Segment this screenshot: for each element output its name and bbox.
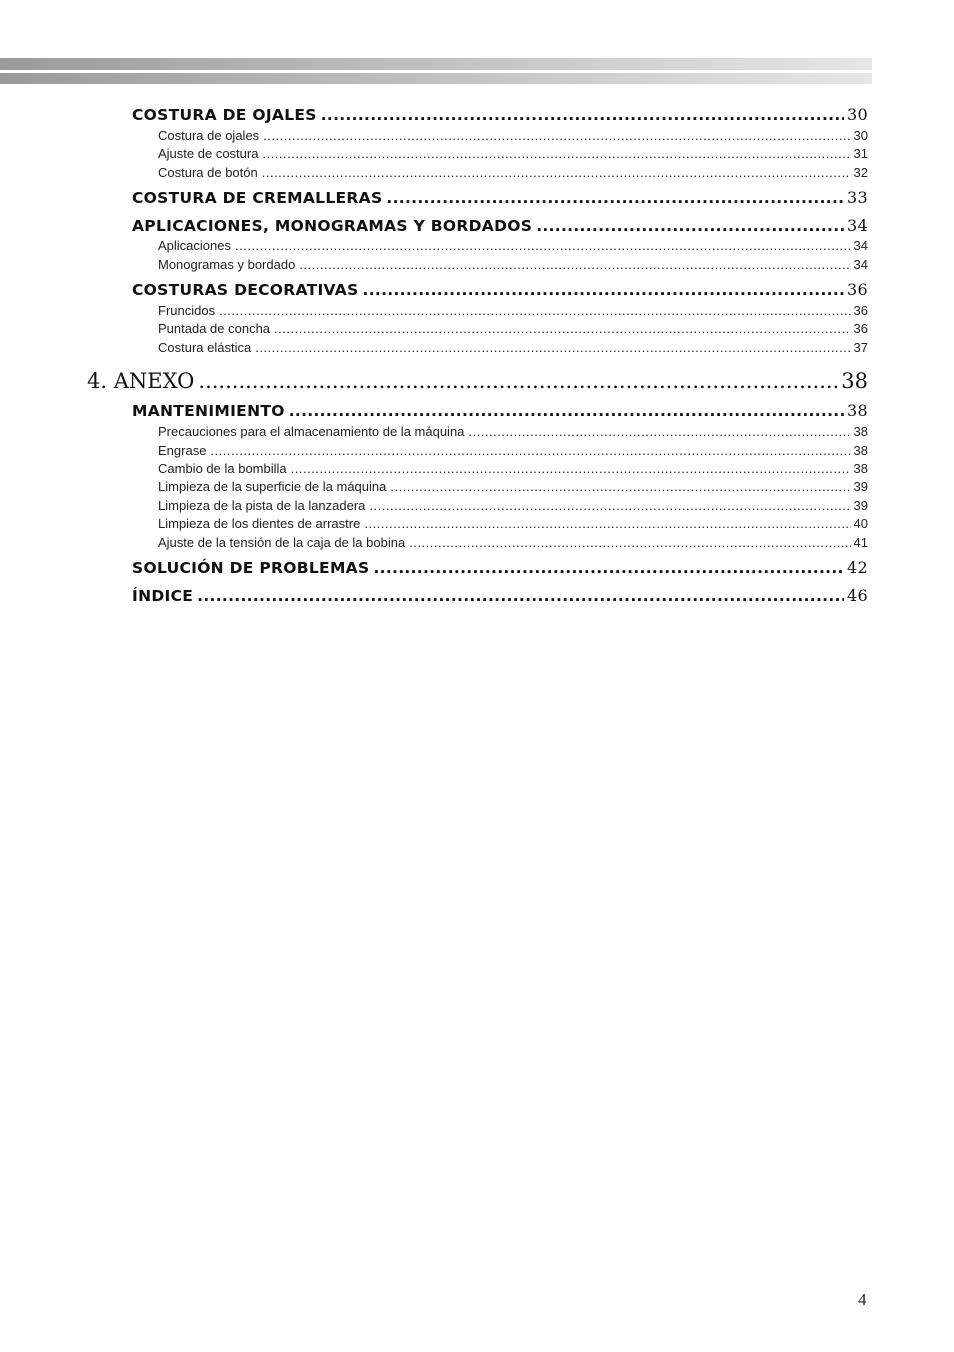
toc-page-number: 38 bbox=[841, 369, 868, 393]
toc-page-number: 36 bbox=[853, 321, 868, 336]
toc-chapter-anexo[interactable]: 4. ANEXO ..... 38 bbox=[87, 369, 868, 393]
toc-page-number: 42 bbox=[847, 558, 868, 577]
toc-entry-limpieza-superficie[interactable]: Limpieza de la superficie de la máquina ..... 39 bbox=[158, 479, 868, 494]
dot-leader bbox=[369, 498, 850, 513]
dot-leader bbox=[299, 257, 850, 272]
dot-leader bbox=[386, 189, 844, 207]
toc-entry-fruncidos[interactable]: Fruncidos ..... 36 bbox=[158, 303, 868, 318]
header-bar-bottom bbox=[0, 73, 872, 84]
dot-leader bbox=[274, 321, 850, 336]
toc-entry-engrase[interactable]: Engrase ..... 38 bbox=[158, 443, 868, 458]
toc-entry-costura-ojales[interactable]: Costura de ojales ..... 30 bbox=[158, 128, 868, 143]
header-bar-top bbox=[0, 58, 872, 70]
dot-leader bbox=[373, 559, 844, 577]
toc-section-solucion-problemas[interactable]: SOLUCIÓN DE PROBLEMAS ..... 42 bbox=[132, 558, 868, 577]
toc-page-number: 30 bbox=[847, 105, 868, 124]
toc-entry-puntada-concha[interactable]: Puntada de concha ..... 36 bbox=[158, 321, 868, 336]
toc-page-number: 36 bbox=[853, 303, 868, 318]
toc-page-number: 33 bbox=[847, 188, 868, 207]
toc-entry-monogramas-bordado[interactable]: Monogramas y bordado ..... 34 bbox=[158, 257, 868, 272]
toc-entry-costura-boton[interactable]: Costura de botón ..... 32 bbox=[158, 165, 868, 180]
toc-page-number: 36 bbox=[847, 280, 868, 299]
toc-entry-precauciones[interactable]: Precauciones para el almacenamiento de la máquina ..... 38 bbox=[158, 424, 868, 439]
toc-page-number: 37 bbox=[853, 340, 868, 355]
toc-page-number: 32 bbox=[853, 165, 868, 180]
toc-page-number: 38 bbox=[847, 401, 868, 420]
dot-leader bbox=[263, 128, 850, 143]
toc-page-number: 40 bbox=[853, 516, 868, 531]
dot-leader bbox=[363, 281, 844, 299]
toc-page-number: 38 bbox=[853, 424, 868, 439]
dot-leader bbox=[198, 369, 838, 393]
dot-leader bbox=[262, 146, 850, 161]
dot-leader bbox=[468, 424, 850, 439]
dot-leader bbox=[364, 516, 850, 531]
toc-section-costuras-decorativas[interactable]: COSTURAS DECORATIVAS ..... 36 bbox=[132, 280, 868, 299]
toc-entry-costura-elastica[interactable]: Costura elástica ..... 37 bbox=[158, 340, 868, 355]
dot-leader bbox=[409, 535, 850, 550]
toc-section-costura-cremalleras[interactable]: COSTURA DE CREMALLERAS ..... 33 bbox=[132, 188, 868, 207]
dot-leader bbox=[262, 165, 851, 180]
toc-section-mantenimiento[interactable]: MANTENIMIENTO ..... 38 bbox=[132, 401, 868, 420]
dot-leader bbox=[289, 402, 844, 420]
dot-leader bbox=[291, 461, 851, 476]
toc-page-number: 34 bbox=[847, 216, 868, 235]
toc-entry-cambio-bombilla[interactable]: Cambio de la bombilla ..... 38 bbox=[158, 461, 868, 476]
dot-leader bbox=[321, 106, 844, 124]
toc-entry-limpieza-dientes[interactable]: Limpieza de los dientes de arrastre ..... 40 bbox=[158, 516, 868, 531]
dot-leader bbox=[255, 340, 850, 355]
toc-section-indice[interactable]: ÍNDICE ..... 46 bbox=[132, 586, 868, 605]
toc-section-aplicaciones-monogramas[interactable]: APLICACIONES, MONOGRAMAS Y BORDADOS ..... 34 bbox=[132, 216, 868, 235]
dot-leader bbox=[390, 479, 850, 494]
toc-page-number: 38 bbox=[853, 443, 868, 458]
toc-entry-ajuste-tension[interactable]: Ajuste de la tensión de la caja de la bobina ..... 41 bbox=[158, 535, 868, 550]
dot-leader bbox=[235, 238, 851, 253]
toc-page-number: 46 bbox=[847, 586, 868, 605]
toc-section-costura-ojales[interactable]: COSTURA DE OJALES ..... 30 bbox=[132, 105, 868, 124]
toc-page-number: 38 bbox=[853, 461, 868, 476]
toc-entry-limpieza-pista[interactable]: Limpieza de la pista de la lanzadera ..... 39 bbox=[158, 498, 868, 513]
toc-page-number: 41 bbox=[853, 535, 868, 550]
toc-entry-ajuste-costura[interactable]: Ajuste de costura ..... 31 bbox=[158, 146, 868, 161]
toc-page-number: 34 bbox=[853, 238, 868, 253]
dot-leader bbox=[219, 303, 850, 318]
page-number: 4 bbox=[858, 1290, 867, 1309]
dot-leader bbox=[536, 217, 844, 235]
toc-page-number: 30 bbox=[853, 128, 868, 143]
dot-leader bbox=[197, 587, 844, 605]
toc-page-number: 31 bbox=[853, 146, 868, 161]
toc-entry-aplicaciones[interactable]: Aplicaciones ..... 34 bbox=[158, 238, 868, 253]
toc-page-number: 34 bbox=[853, 257, 868, 272]
toc-page-number: 39 bbox=[853, 479, 868, 494]
toc-page-number: 39 bbox=[853, 498, 868, 513]
dot-leader bbox=[210, 443, 850, 458]
